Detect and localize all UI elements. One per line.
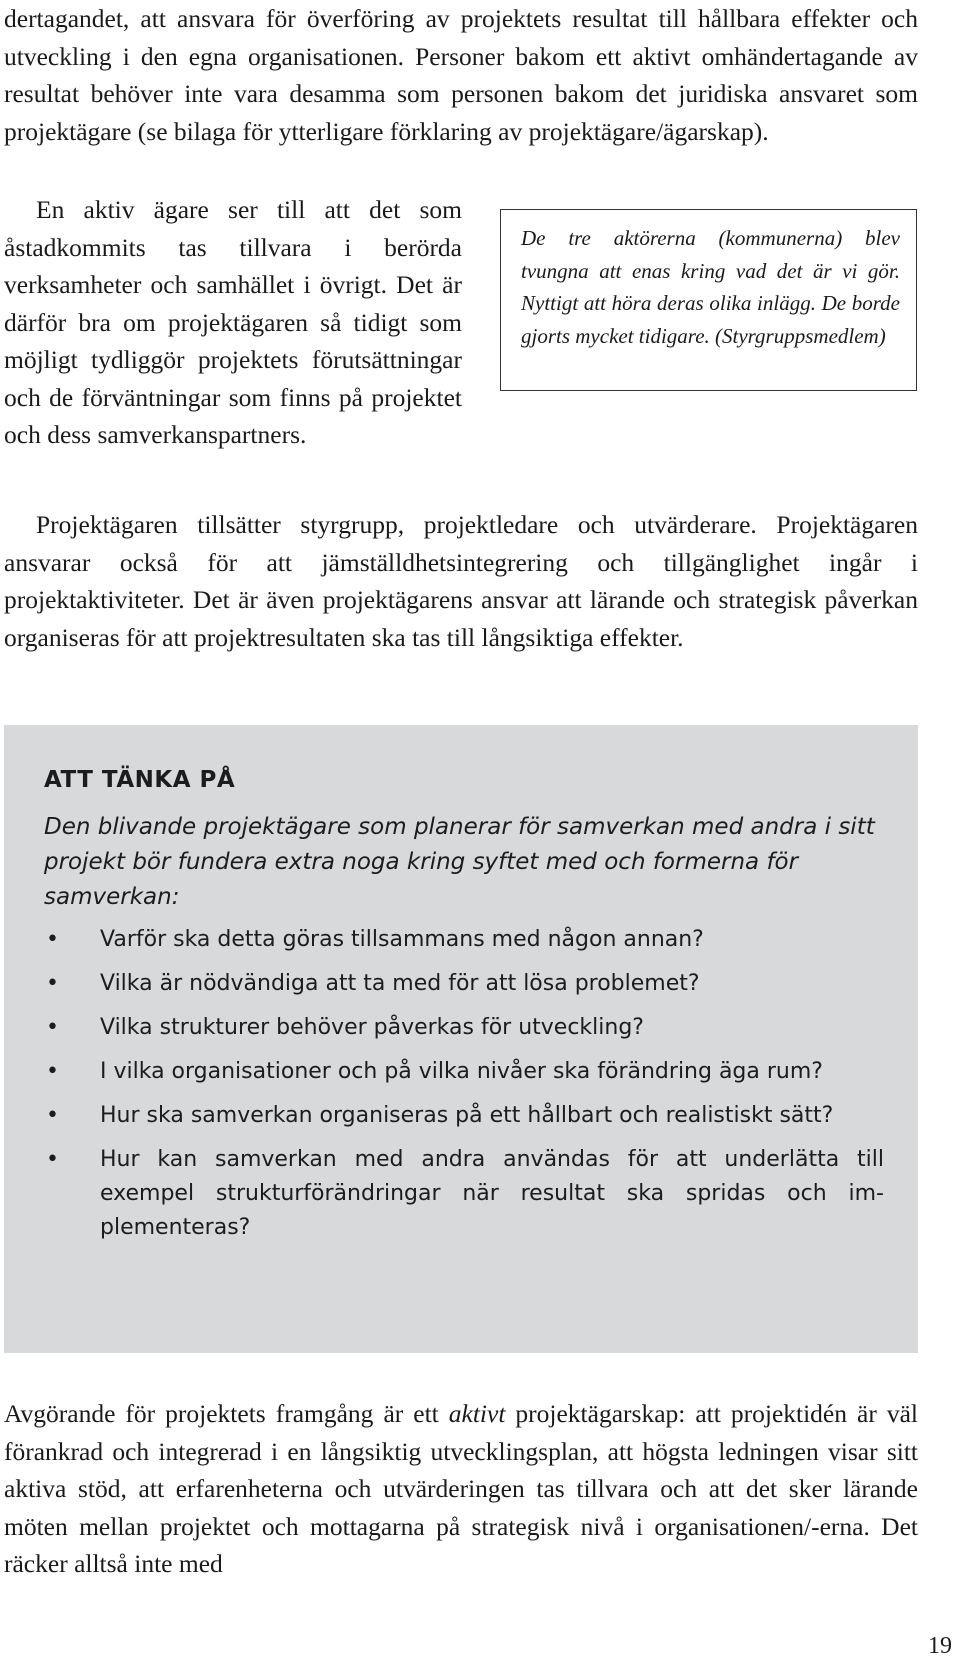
list-item — [44, 1143, 884, 1245]
paragraph-bottom-end: projektägarskap: att projektidén är väl förankrad och integrerad i en långsiktig utvecklingsplan, att högsta ledningen visar sitt aktiva stöd, att erfarenheterna och utvärderingen tas tillvara och att det sker lärande möten mellan projektet och mottagarna på strategisk nivå i organisationen/-erna. Det räcker alltså inte med — [4, 1399, 918, 1578]
list-item-text: Vilka är nödvändiga att ta med för att lösa problemet? — [100, 971, 700, 996]
paragraph-bottom-emphasis: aktivt — [448, 1399, 506, 1428]
paragraph-left-column: En aktiv ägare ser till att det som åstadkommits tas tillvara i berörda verksamheter och samhället i övrigt. Det är därför bra om projektägaren så tidigt som möjligt tydliggör projektets förutsättningar och de förväntningar som finns på projektet och dess samverkanspartners. — [4, 195, 462, 449]
paragraph-bottom-start: Avgörande för projektets framgång är ett — [4, 1399, 449, 1428]
page-number: 19 — [928, 1633, 952, 1659]
list-item-text: I vilka organisationer och på vilka nivåer ska förändring äga rum? — [100, 1059, 823, 1084]
list-item-text: Varför ska detta göras tillsammans med någon annan? — [100, 927, 704, 952]
paragraph-top: dertagandet, att ansvara för överföring av projektets resultat till hållbara effekter och utveckling i den egna organisationen. Personer bakom ett aktivt omhändertagande av resultat behöver inte vara desamma som personen bakom det juridiska ansvaret som projektägare (se bilaga för ytterligare förklaring av projektägare/ägarskap). — [4, 4, 918, 146]
think-about-box — [4, 725, 918, 1353]
list-item-text: Hur ska samverkan organiseras på ett hållbart och realistiskt sätt? — [100, 1103, 834, 1128]
list-item — [44, 923, 884, 957]
list-item-text: Hur kan samverkan med andra användas för att underlätta till exempel strukturförändringar när resultat ska spridas och implementeras? — [100, 1147, 884, 1240]
paragraph-bottom — [4, 1395, 918, 1583]
quote-box — [500, 209, 917, 391]
bullet-icon: • — [46, 1015, 59, 1040]
bullet-icon: • — [46, 1147, 59, 1172]
bullet-icon: • — [46, 971, 59, 996]
think-about-list — [44, 923, 884, 1255]
list-item — [44, 1011, 884, 1045]
paragraph-middle: Projektägaren tillsätter styrgrupp, projektledare och utvärderare. Projektägaren ansvarar också för att jämställdhetsintegrering och tillgänglighet ingår i projektaktiviteter. Det är även projektägarens ansvar att lärande och strategisk påverkan organiseras för att projektresultaten ska tas till långsiktiga effekter. — [4, 510, 918, 652]
think-about-title: ATT TÄNKA PÅ — [44, 767, 236, 793]
list-item — [44, 1099, 884, 1133]
list-item — [44, 967, 884, 1001]
bullet-icon: • — [46, 1103, 59, 1128]
think-about-intro: Den blivande projektägare som planerar för samverkan med andra i sitt projekt bör fundera extra noga kring syftet med och formerna för samverkan: — [44, 814, 875, 910]
list-item — [44, 1055, 884, 1089]
list-item-text: Vilka strukturer behöver påverkas för utveckling? — [100, 1015, 644, 1040]
bullet-icon: • — [46, 927, 59, 952]
bullet-icon: • — [46, 1059, 59, 1084]
quote-text: De tre aktörerna (kommunerna) blev tvungna att enas kring vad det är vi gör. Nyttigt att höra deras olika inlägg. De borde gjorts mycket tidigare. (Styrgruppsmedlem) — [521, 226, 900, 348]
